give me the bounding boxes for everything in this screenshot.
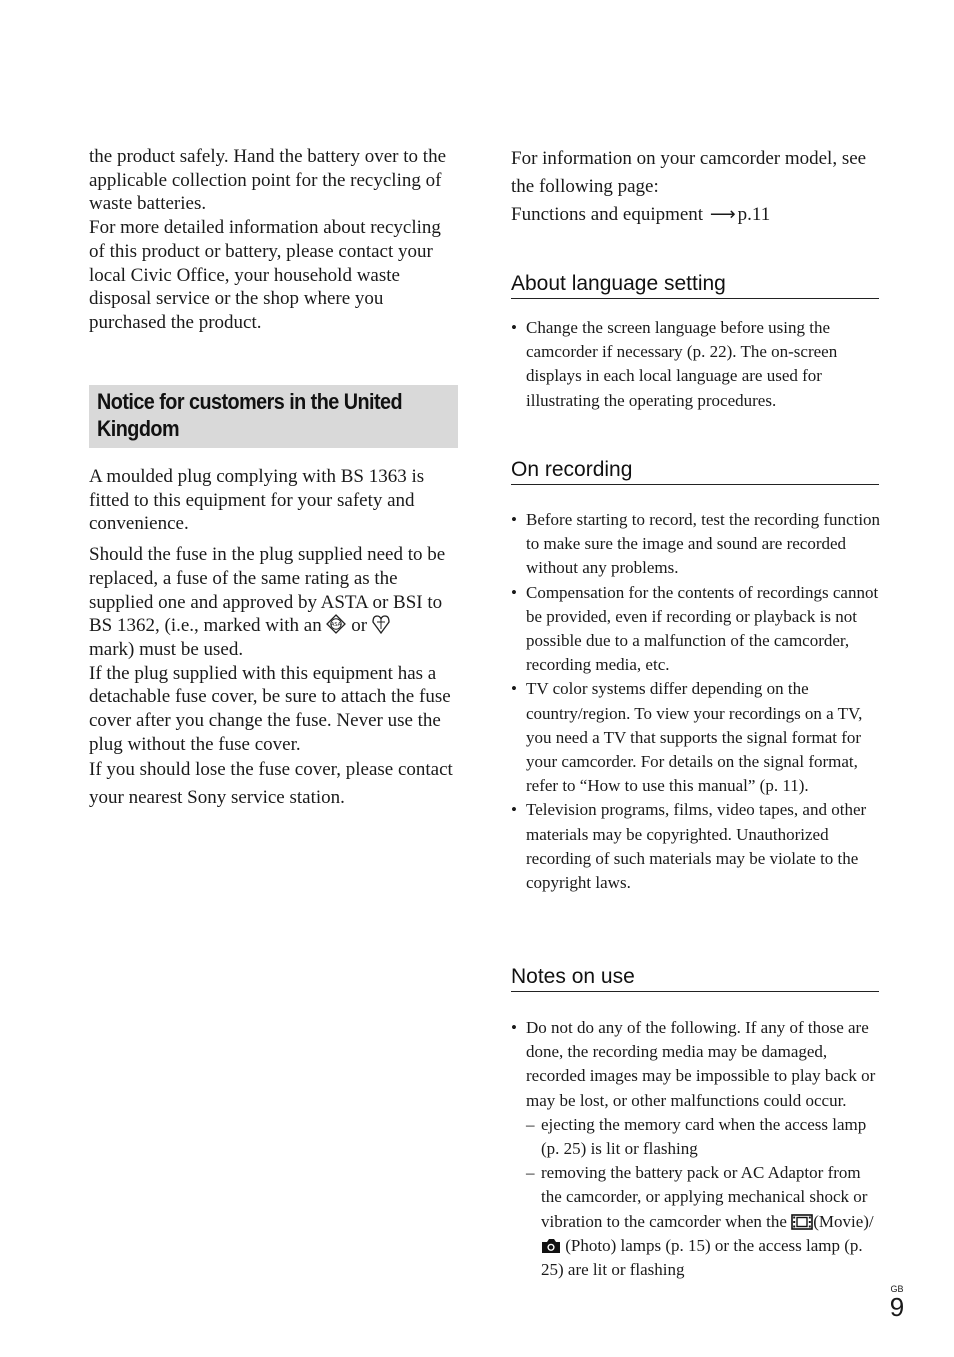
movie-label: (Movie)/ bbox=[813, 1211, 874, 1231]
uk-fuse-text-a: Should the fuse in the plug supplied need to be replaced, a fuse of the same rating as the supplied one and approved by ASTA or BSI to BS 1362, (i.e., marked with an bbox=[89, 544, 446, 637]
model-info-paragraph bbox=[511, 145, 883, 229]
list-item: • TV color systems differ depending on the country/region. To view your recordings on a TV, you need a TV that supports the signal format for your camcorder. For details on the signal format, refer to “How to use this manual” (p. 11). bbox=[511, 677, 883, 798]
asta-mark-icon bbox=[326, 614, 346, 634]
uk-lost-cover-paragraph: If you should lose the fuse cover, please contact your nearest Sony service station. bbox=[89, 759, 453, 809]
notes-on-use-heading: Notes on use bbox=[511, 964, 879, 992]
notice-uk-heading: Notice for customers in the United Kingdom bbox=[97, 389, 403, 441]
list-item: • Change the screen language before using the camcorder if necessary (p. 22). The on-screen displays in each local language are used for illustrating the operating procedures. bbox=[511, 316, 883, 413]
page-marker bbox=[889, 1284, 905, 1320]
recycling-paragraph: the product safely. Hand the battery over to the applicable collection point for the recycling of waste batteries. bbox=[89, 146, 447, 215]
list-item bbox=[511, 1016, 883, 1282]
uk-fuse-or: or bbox=[351, 615, 368, 637]
notice-uk-heading-box bbox=[89, 385, 458, 448]
movie-icon bbox=[791, 1214, 813, 1230]
region-code: GB bbox=[890, 1284, 904, 1294]
uk-plug-paragraph: A moulded plug complying with BS 1363 is fitted to this equipment for your safety and convenience. bbox=[89, 466, 425, 535]
uk-fuse-text-b: mark) must be used. bbox=[89, 638, 244, 660]
left-column bbox=[89, 145, 461, 335]
list-item: • Television programs, films, video tapes, and other materials may be copyrighted. Unauthorized recording of such materials may be violate to the copyright laws. bbox=[511, 798, 883, 895]
camera-icon bbox=[541, 1238, 561, 1254]
notes-sub2-text: removing the battery pack or AC Adaptor from the camcorder, or applying mechanical shock or vibration to the camcorder when the bbox=[541, 1163, 868, 1231]
model-info-text: For information on your camcorder model, see the following page: bbox=[511, 148, 867, 197]
functions-page-ref: p.11 bbox=[737, 204, 771, 225]
notes-bullet-list bbox=[511, 1016, 883, 1282]
bsi-kitemark-icon bbox=[372, 614, 390, 634]
right-column bbox=[511, 145, 883, 229]
page-number: 9 bbox=[889, 1292, 905, 1322]
uk-fuse-paragraph bbox=[89, 543, 461, 662]
svg-text:ASA: ASA bbox=[331, 622, 342, 629]
recycling-info-paragraph: For more detailed information about recycling of this product or battery, please contact your local Civic Office, your household waste disposal service or the shop where you purchased the product. bbox=[89, 217, 441, 333]
on-recording-heading: On recording bbox=[511, 457, 879, 485]
language-bullet-list bbox=[511, 316, 883, 413]
functions-link-text: Functions and equipment bbox=[511, 204, 704, 225]
list-item bbox=[526, 1161, 883, 1282]
photo-label: (Photo) lamps (p. 15) or the access lamp (p. 25) are lit or flashing bbox=[541, 1235, 863, 1280]
list-item: – ejecting the memory card when the access lamp (p. 25) is lit or flashing bbox=[526, 1113, 883, 1161]
recording-bullet-list bbox=[511, 508, 883, 895]
uk-fuse-cover-paragraph: If the plug supplied with this equipment has a detachable fuse cover, be sure to attach the fuse cover after you change the fuse. Never use the plug without the fuse cover. bbox=[89, 662, 451, 755]
list-item: • Before starting to record, test the recording function to make sure the image and sound are recorded without any problems. bbox=[511, 508, 883, 581]
list-item: • Compensation for the contents of recordings cannot be provided, even if recording or playback is not possible due to a malfunction of the camcorder, recording media, etc. bbox=[511, 581, 883, 678]
uk-notice-text bbox=[89, 465, 461, 812]
notes-sub-list bbox=[526, 1113, 883, 1282]
about-language-heading: About language setting bbox=[511, 271, 879, 299]
notes-bullet-text: Do not do any of the following. If any of those are done, the recording media may be damaged, recorded images may be impossible to play back or may be lost, or other malfunctions could occur. bbox=[526, 1018, 876, 1110]
arrow-right-icon: ⟶ bbox=[709, 204, 736, 225]
